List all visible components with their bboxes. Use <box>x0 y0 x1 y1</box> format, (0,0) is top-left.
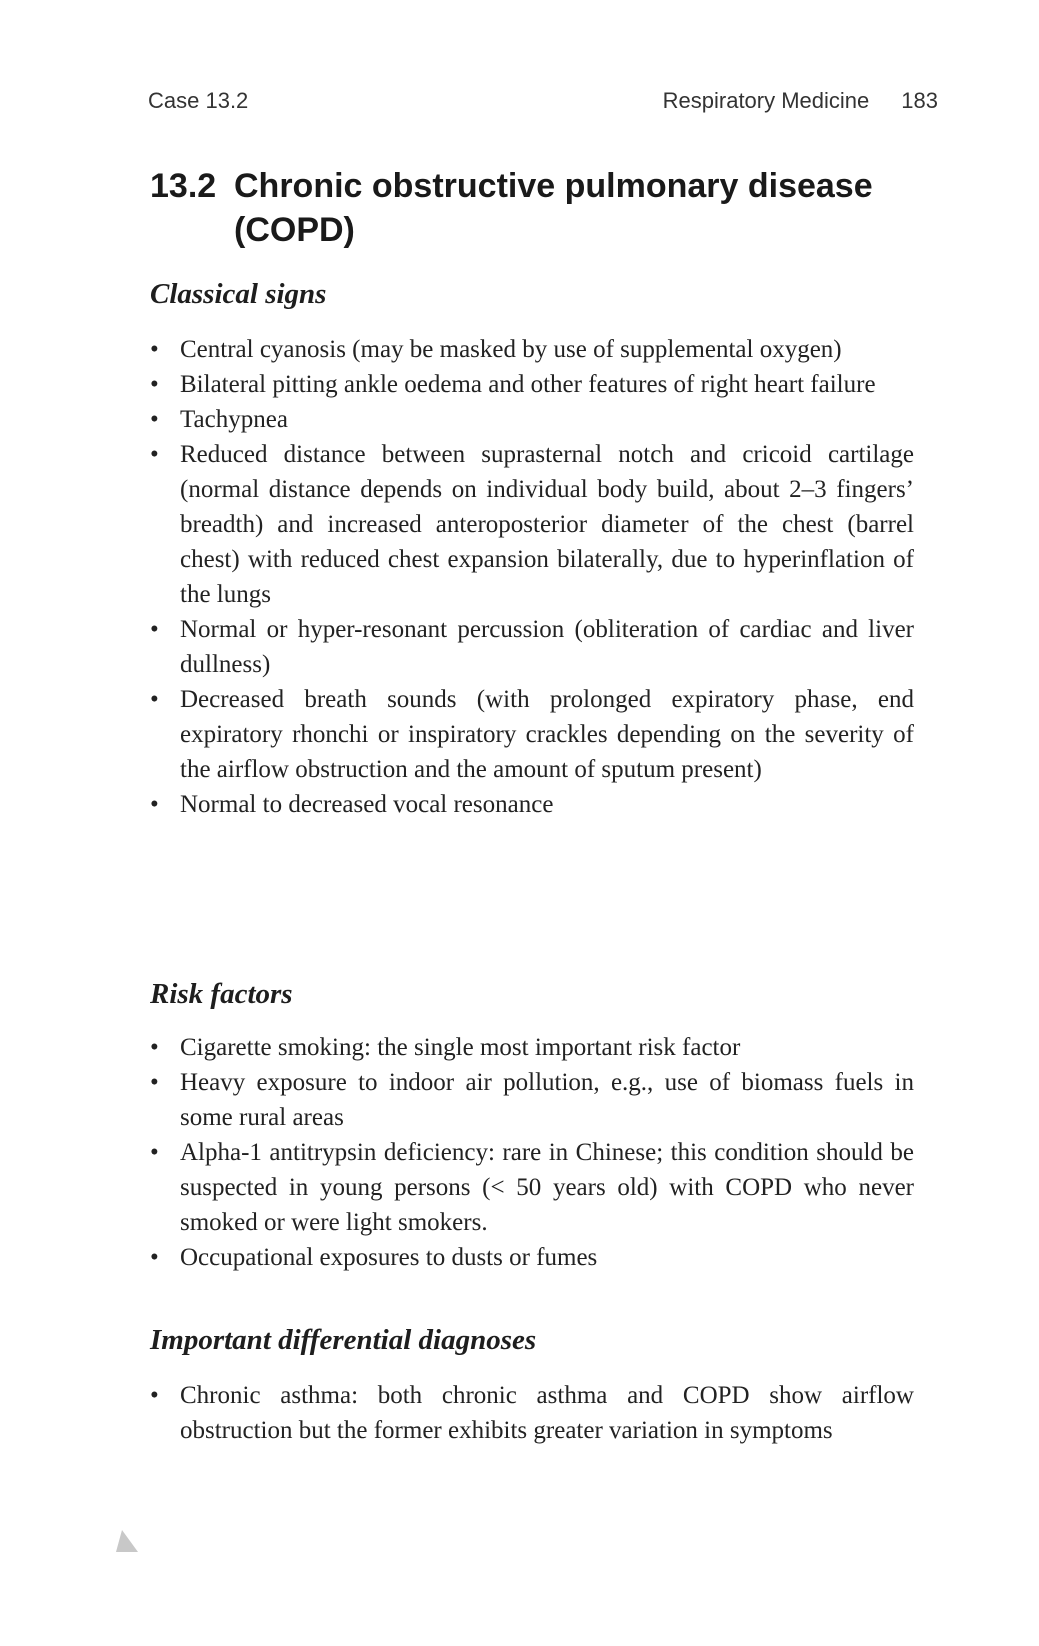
page-number: 183 <box>901 88 938 113</box>
list-item: • Reduced distance between suprasternal notch and cricoid cartilage (normal distance depends on individual body build, about 2–3 fingers’ breadth) and increased anteroposterior diameter of the chest (barrel chest) with reduced chest expansion bilaterally, due to hyperinflation of the lungs <box>150 437 914 612</box>
bullet-icon: • <box>150 1069 159 1096</box>
list-item: • Alpha-1 antitrypsin deficiency: rare in Chinese; this condition should be suspected in young persons (< 50 years old) with COPD who never smoked or were light smokers. <box>150 1135 914 1240</box>
title-text: Chronic obstructive pulmonary disease (COPD) <box>234 167 873 249</box>
running-header-right <box>663 88 938 114</box>
title-number: 13.2 <box>150 167 217 205</box>
bullet-icon: • <box>150 616 159 643</box>
case-label: Case 13.2 <box>148 88 249 113</box>
list-item: • Chronic asthma: both chronic asthma and COPD show airflow obstruction but the former exhibits greater variation in symptoms <box>150 1378 914 1448</box>
risk-factors-list <box>150 1030 914 1275</box>
bullet-icon: • <box>150 1139 159 1166</box>
bullet-icon: • <box>150 406 159 433</box>
page-title <box>150 164 940 252</box>
section-heading-risk-factors: Risk factors <box>150 978 293 1010</box>
bullet-icon: • <box>150 1382 159 1409</box>
running-header <box>148 88 938 120</box>
section-name: Respiratory Medicine <box>662 88 870 113</box>
bullet-icon: • <box>150 686 159 713</box>
scan-mark-icon <box>116 1530 138 1552</box>
list-item: • Normal or hyper-resonant percussion (obliteration of cardiac and liver dullness) <box>150 612 914 682</box>
list-item: • Central cyanosis (may be masked by use of supplemental oxygen) <box>150 332 914 367</box>
list-item: • Heavy exposure to indoor air pollution, e.g., use of biomass fuels in some rural areas <box>150 1065 914 1135</box>
bullet-icon: • <box>150 441 159 468</box>
list-item: • Normal to decreased vocal resonance <box>150 787 914 822</box>
list-item: • Occupational exposures to dusts or fumes <box>150 1240 914 1275</box>
classical-signs-list <box>150 332 914 822</box>
list-item: • Bilateral pitting ankle oedema and other features of right heart failure <box>150 367 914 402</box>
bullet-icon: • <box>150 1034 159 1061</box>
list-item: • Decreased breath sounds (with prolonged expiratory phase, end expiratory rhonchi or inspiratory crackles depending on the severity of the airflow obstruction and the amount of sputum present) <box>150 682 914 787</box>
section-heading-classical-signs: Classical signs <box>150 278 327 310</box>
bullet-icon: • <box>150 371 159 398</box>
bullet-icon: • <box>150 1244 159 1271</box>
bullet-icon: • <box>150 791 159 818</box>
list-item: • Tachypnea <box>150 402 914 437</box>
differential-diagnoses-list <box>150 1378 914 1448</box>
list-item: • Cigarette smoking: the single most important risk factor <box>150 1030 914 1065</box>
section-heading-differential-diagnoses: Important differential diagnoses <box>150 1324 537 1356</box>
bullet-icon: • <box>150 336 159 363</box>
